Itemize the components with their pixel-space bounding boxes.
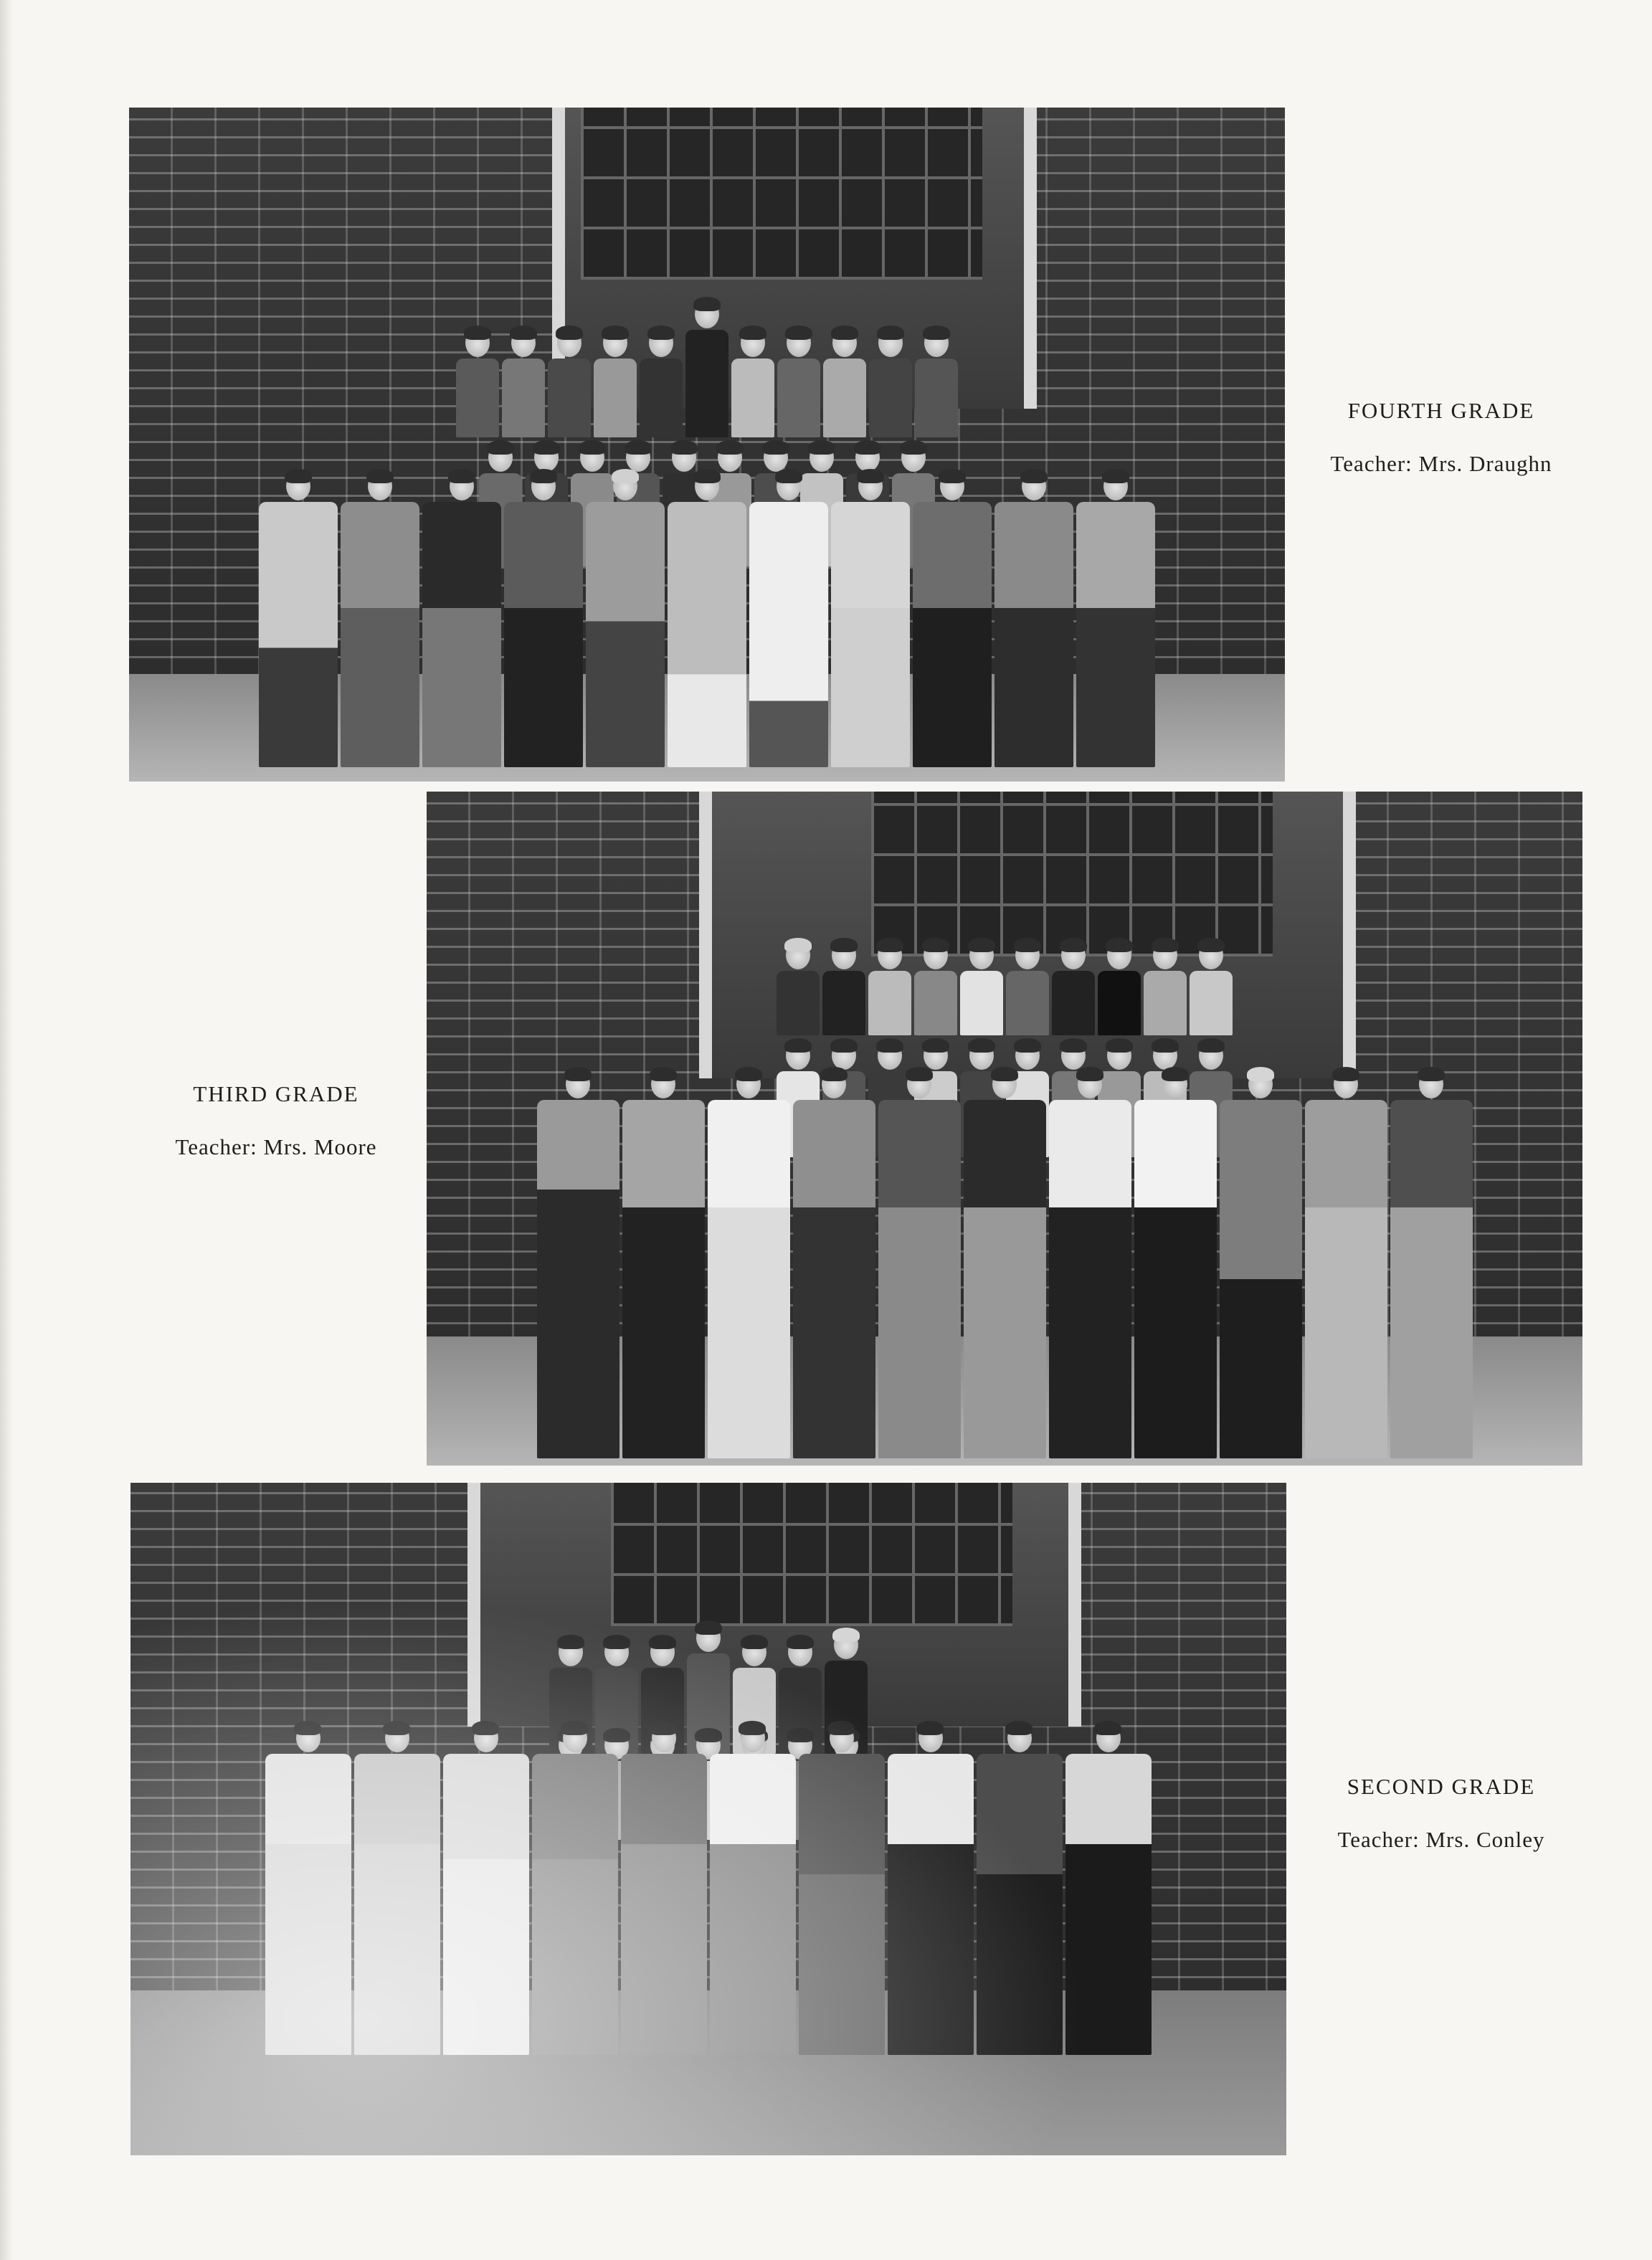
student-figure (793, 1070, 875, 1458)
second-grade-caption (1291, 1774, 1592, 1853)
student-figure (777, 328, 820, 437)
student-row-back (427, 941, 1582, 1035)
student-figure (868, 941, 911, 1035)
school-window (871, 792, 1273, 956)
student-figure (869, 328, 912, 437)
student-figure (668, 472, 746, 767)
student-figure (502, 328, 545, 437)
student-figure (1098, 941, 1141, 1035)
student-figure (1049, 1070, 1131, 1458)
third-grade-title: THIRD GRADE (193, 1081, 359, 1106)
student-figure (685, 300, 728, 437)
student-figure (341, 472, 419, 767)
student-figure (1065, 1724, 1152, 2055)
student-figure (622, 1070, 705, 1458)
student-figure (913, 472, 992, 767)
student-row-front (427, 1070, 1582, 1458)
student-figure (265, 1724, 351, 2055)
fourth-grade-title: FOURTH GRADE (1347, 398, 1535, 423)
student-figure (888, 1724, 974, 2055)
student-figure (823, 328, 866, 437)
student-figure (594, 328, 637, 437)
student-figure (456, 328, 499, 437)
student-figure (259, 472, 338, 767)
student-figure (1134, 1070, 1217, 1458)
student-figure (1390, 1070, 1473, 1458)
student-figure (749, 472, 828, 767)
student-figure (960, 941, 1003, 1035)
page-binding-edge (0, 0, 13, 2260)
student-row-back (129, 300, 1285, 437)
fourth-grade-class-photo (129, 108, 1285, 782)
student-figure (354, 1724, 440, 2055)
student-row-front (129, 472, 1285, 767)
third-grade-teacher: Teacher: Mrs. Moore (175, 1134, 377, 1159)
student-figure (977, 1724, 1063, 2055)
student-figure (537, 1070, 620, 1458)
student-figure (422, 472, 501, 767)
student-row-front (130, 1724, 1286, 2055)
student-figure (548, 328, 591, 437)
student-figure (710, 1724, 796, 2055)
student-figure (621, 1724, 707, 2055)
student-figure (878, 1070, 961, 1458)
student-figure (504, 472, 583, 767)
student-figure (914, 941, 957, 1035)
student-figure (1052, 941, 1095, 1035)
student-figure (1220, 1070, 1302, 1458)
fourth-grade-caption (1291, 398, 1592, 477)
student-figure (915, 328, 958, 437)
second-grade-class-photo (130, 1483, 1286, 2155)
student-figure (1076, 472, 1155, 767)
student-figure (964, 1070, 1046, 1458)
student-figure (586, 472, 665, 767)
student-figure (1006, 941, 1049, 1035)
fourth-grade-teacher: Teacher: Mrs. Draughn (1330, 451, 1552, 476)
student-figure (708, 1070, 790, 1458)
student-figure (532, 1724, 618, 2055)
student-figure (731, 328, 774, 437)
student-figure (443, 1724, 529, 2055)
student-figure (799, 1724, 885, 2055)
third-grade-class-photo (427, 792, 1582, 1466)
student-figure (822, 941, 865, 1035)
student-figure (777, 941, 820, 1035)
school-window (611, 1483, 1012, 1626)
third-grade-caption (133, 1081, 419, 1160)
student-figure (994, 472, 1073, 767)
student-figure (1190, 941, 1233, 1035)
school-window (581, 108, 982, 280)
second-grade-teacher: Teacher: Mrs. Conley (1337, 1827, 1545, 1852)
student-figure (1305, 1070, 1387, 1458)
student-figure (1144, 941, 1187, 1035)
second-grade-title: SECOND GRADE (1347, 1774, 1536, 1799)
student-figure (831, 472, 910, 767)
student-figure (640, 328, 683, 437)
